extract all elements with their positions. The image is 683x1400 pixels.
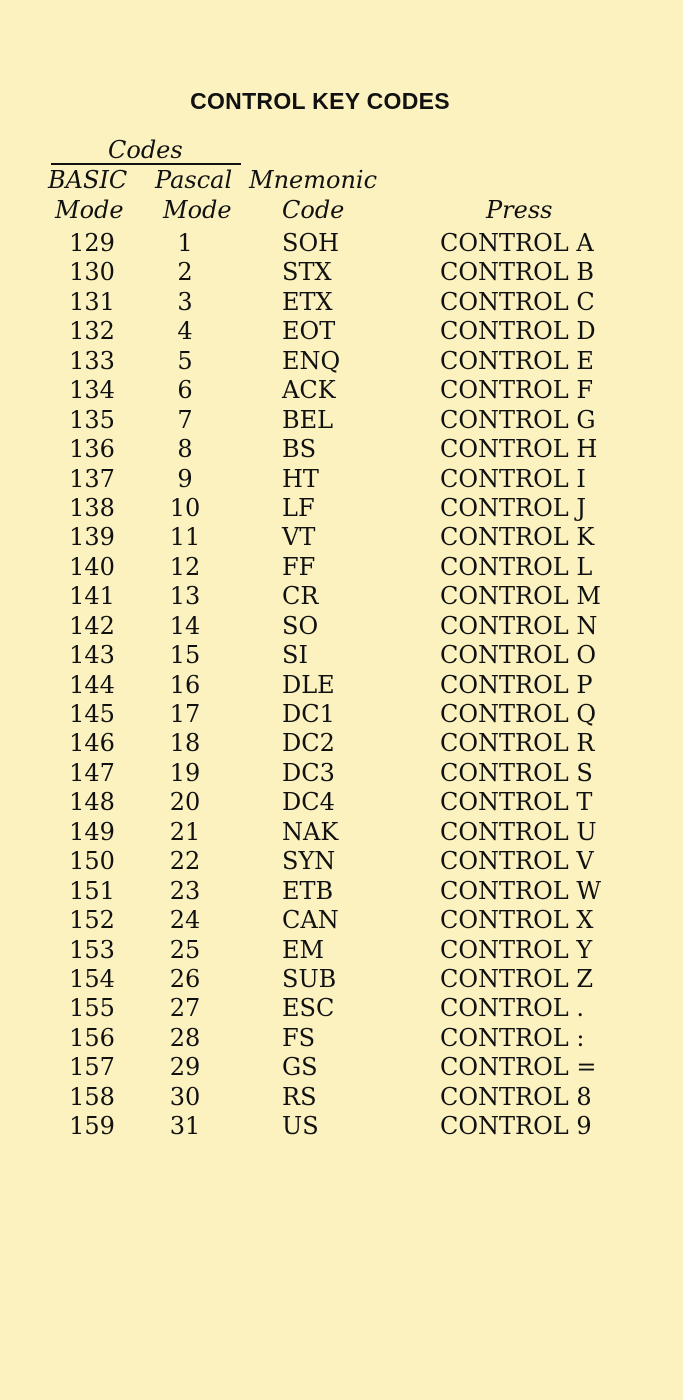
press-keys-cell: CONTROL . <box>440 994 584 1023</box>
basic-mode-cell: 152 <box>69 906 115 935</box>
basic-mode-cell: 134 <box>69 376 115 405</box>
table-row <box>0 847 683 876</box>
press-keys-cell: CONTROL N <box>440 611 598 640</box>
table-row <box>0 729 683 758</box>
press-keys-cell: CONTROL C <box>440 287 595 316</box>
pascal-mode-cell: 1 <box>177 229 193 257</box>
basic-mode-cell: 154 <box>69 964 115 993</box>
press-keys-cell: CONTROL I <box>440 464 586 493</box>
basic-mode-cell: 132 <box>69 317 115 346</box>
mnemonic-code-cell: LF <box>282 493 315 522</box>
mnemonic-code-cell: SOH <box>282 229 340 257</box>
table-row <box>0 788 683 817</box>
mnemonic-code-cell: FF <box>282 552 316 581</box>
basic-mode-cell: 137 <box>69 464 115 493</box>
mnemonic-code-cell: VT <box>282 523 316 552</box>
page-title: CONTROL KEY CODES <box>190 88 450 114</box>
control-code-table <box>0 229 683 1142</box>
table-row <box>0 494 683 523</box>
table-row <box>0 700 683 729</box>
pascal-mode-cell: 5 <box>177 346 193 375</box>
press-keys-cell: CONTROL Z <box>440 964 594 993</box>
mnemonic-header-line1: Mnemonic <box>249 166 378 194</box>
basic-mode-cell: 150 <box>69 847 115 876</box>
table-row <box>0 965 683 994</box>
mnemonic-code-cell: EOT <box>282 317 336 346</box>
press-keys-cell: CONTROL V <box>440 847 594 876</box>
basic-mode-cell: 156 <box>69 1023 115 1052</box>
mnemonic-code-cell: US <box>282 1112 319 1141</box>
press-keys-cell: CONTROL K <box>440 523 595 552</box>
basic-mode-cell: 139 <box>69 523 115 552</box>
mnemonic-code-cell: RS <box>282 1082 317 1111</box>
pascal-mode-cell: 18 <box>169 729 201 758</box>
basic-mode-cell: 138 <box>69 493 115 522</box>
pascal-mode-cell: 26 <box>169 964 201 993</box>
table-row <box>0 759 683 788</box>
basic-mode-cell: 135 <box>69 405 115 434</box>
basic-mode-cell: 145 <box>69 700 115 728</box>
pascal-mode-cell: 9 <box>177 464 193 493</box>
mnemonic-code-cell: DC4 <box>282 788 335 817</box>
table-row <box>0 818 683 847</box>
press-keys-cell: CONTROL Q <box>440 700 597 728</box>
table-row <box>0 288 683 317</box>
mnemonic-code-cell: ESC <box>282 994 335 1023</box>
table-row <box>0 641 683 670</box>
table-row <box>0 317 683 346</box>
pascal-mode-cell: 10 <box>169 493 201 522</box>
mnemonic-code-cell: HT <box>282 464 319 493</box>
mnemonic-code-cell: ENQ <box>282 346 341 375</box>
pascal-mode-cell: 2 <box>177 258 193 287</box>
pascal-mode-cell: 6 <box>177 376 193 405</box>
table-row <box>0 1024 683 1053</box>
pascal-mode-cell: 28 <box>169 1023 201 1052</box>
basic-mode-cell: 157 <box>69 1053 115 1082</box>
basic-header-line2: Mode <box>55 196 124 224</box>
basic-mode-cell: 142 <box>69 611 115 640</box>
table-row <box>0 582 683 611</box>
press-keys-cell: CONTROL H <box>440 435 598 464</box>
pascal-mode-cell: 19 <box>169 758 201 787</box>
table-row <box>0 465 683 494</box>
basic-header-line1: BASIC <box>48 166 128 194</box>
press-keys-cell: CONTROL L <box>440 552 593 581</box>
press-keys-cell: CONTROL W <box>440 876 602 905</box>
mnemonic-code-cell: CAN <box>282 906 339 935</box>
pascal-mode-cell: 15 <box>169 641 201 670</box>
mnemonic-code-cell: ACK <box>282 376 336 405</box>
press-keys-cell: CONTROL 8 <box>440 1082 592 1111</box>
mnemonic-code-cell: DLE <box>282 670 335 699</box>
pascal-mode-cell: 29 <box>169 1053 201 1082</box>
table-row <box>0 994 683 1023</box>
basic-mode-cell: 130 <box>69 258 115 287</box>
basic-mode-cell: 147 <box>69 758 115 787</box>
press-keys-cell: CONTROL D <box>440 317 596 346</box>
press-keys-cell: CONTROL Y <box>440 935 593 964</box>
basic-mode-cell: 129 <box>69 229 115 257</box>
pascal-mode-cell: 22 <box>169 847 201 876</box>
mnemonic-code-cell: DC1 <box>282 700 335 728</box>
mnemonic-code-cell: EM <box>282 935 325 964</box>
pascal-mode-cell: 30 <box>169 1082 201 1111</box>
table-row <box>0 258 683 287</box>
mnemonic-code-cell: SI <box>282 641 308 670</box>
pascal-mode-cell: 7 <box>177 405 193 434</box>
mnemonic-code-cell: NAK <box>282 817 339 846</box>
press-header: Press <box>486 196 553 224</box>
basic-mode-cell: 153 <box>69 935 115 964</box>
press-keys-cell: CONTROL X <box>440 906 594 935</box>
pascal-mode-cell: 23 <box>169 876 201 905</box>
mnemonic-code-cell: FS <box>282 1023 316 1052</box>
mnemonic-code-cell: BEL <box>282 405 334 434</box>
mnemonic-code-cell: ETB <box>282 876 334 905</box>
press-keys-cell: CONTROL F <box>440 376 594 405</box>
basic-mode-cell: 141 <box>69 582 115 611</box>
press-keys-cell: CONTROL : <box>440 1023 585 1052</box>
table-row <box>0 553 683 582</box>
table-row <box>0 523 683 552</box>
table-row <box>0 906 683 935</box>
press-keys-cell: CONTROL E <box>440 346 594 375</box>
press-keys-cell: CONTROL B <box>440 258 594 287</box>
mnemonic-code-cell: DC2 <box>282 729 335 758</box>
press-keys-cell: CONTROL U <box>440 817 597 846</box>
table-row <box>0 229 683 258</box>
pascal-mode-cell: 24 <box>169 906 201 935</box>
pascal-header-line1: Pascal <box>155 166 233 194</box>
table-row <box>0 936 683 965</box>
basic-mode-cell: 148 <box>69 788 115 817</box>
basic-mode-cell: 144 <box>69 670 115 699</box>
codes-header-rule <box>51 163 241 165</box>
pascal-mode-cell: 12 <box>169 552 201 581</box>
mnemonic-code-cell: BS <box>282 435 317 464</box>
pascal-mode-cell: 16 <box>169 670 201 699</box>
basic-mode-cell: 131 <box>69 287 115 316</box>
mnemonic-code-cell: SYN <box>282 847 336 876</box>
pascal-mode-cell: 25 <box>169 935 201 964</box>
press-keys-cell: CONTROL A <box>440 229 594 257</box>
table-row <box>0 435 683 464</box>
press-keys-cell: CONTROL R <box>440 729 595 758</box>
basic-mode-cell: 140 <box>69 552 115 581</box>
pascal-mode-cell: 13 <box>169 582 201 611</box>
table-row <box>0 671 683 700</box>
basic-mode-cell: 136 <box>69 435 115 464</box>
table-row <box>0 1083 683 1112</box>
pascal-mode-cell: 21 <box>169 817 201 846</box>
mnemonic-code-cell: GS <box>282 1053 318 1082</box>
press-keys-cell: CONTROL T <box>440 788 593 817</box>
basic-mode-cell: 143 <box>69 641 115 670</box>
press-keys-cell: CONTROL J <box>440 493 586 522</box>
table-row <box>0 612 683 641</box>
table-row <box>0 406 683 435</box>
basic-mode-cell: 158 <box>69 1082 115 1111</box>
press-keys-cell: CONTROL = <box>440 1053 597 1082</box>
basic-mode-cell: 159 <box>69 1112 115 1141</box>
press-keys-cell: CONTROL O <box>440 641 597 670</box>
pascal-mode-cell: 17 <box>169 700 201 728</box>
table-row <box>0 347 683 376</box>
press-keys-cell: CONTROL 9 <box>440 1112 592 1141</box>
press-keys-cell: CONTROL M <box>440 582 601 611</box>
press-keys-cell: CONTROL G <box>440 405 596 434</box>
mnemonic-header-line2: Code <box>282 196 345 224</box>
table-row <box>0 376 683 405</box>
pascal-mode-cell: 8 <box>177 435 193 464</box>
press-keys-cell: CONTROL P <box>440 670 593 699</box>
mnemonic-code-cell: CR <box>282 582 319 611</box>
mnemonic-code-cell: SO <box>282 611 319 640</box>
basic-mode-cell: 155 <box>69 994 115 1023</box>
mnemonic-code-cell: SUB <box>282 964 337 993</box>
basic-mode-cell: 133 <box>69 346 115 375</box>
codes-group-header: Codes <box>108 136 183 164</box>
table-row <box>0 1053 683 1082</box>
basic-mode-cell: 151 <box>69 876 115 905</box>
pascal-mode-cell: 4 <box>177 317 193 346</box>
basic-mode-cell: 149 <box>69 817 115 846</box>
pascal-mode-cell: 27 <box>169 994 201 1023</box>
pascal-mode-cell: 14 <box>169 611 201 640</box>
mnemonic-code-cell: ETX <box>282 287 333 316</box>
pascal-mode-cell: 11 <box>169 523 201 552</box>
pascal-mode-cell: 20 <box>169 788 201 817</box>
press-keys-cell: CONTROL S <box>440 758 593 787</box>
mnemonic-code-cell: STX <box>282 258 332 287</box>
pascal-mode-cell: 31 <box>169 1112 201 1141</box>
pascal-mode-cell: 3 <box>177 287 193 316</box>
table-row <box>0 877 683 906</box>
table-row <box>0 1112 683 1141</box>
pascal-header-line2: Mode <box>163 196 232 224</box>
mnemonic-code-cell: DC3 <box>282 758 335 787</box>
basic-mode-cell: 146 <box>69 729 115 758</box>
